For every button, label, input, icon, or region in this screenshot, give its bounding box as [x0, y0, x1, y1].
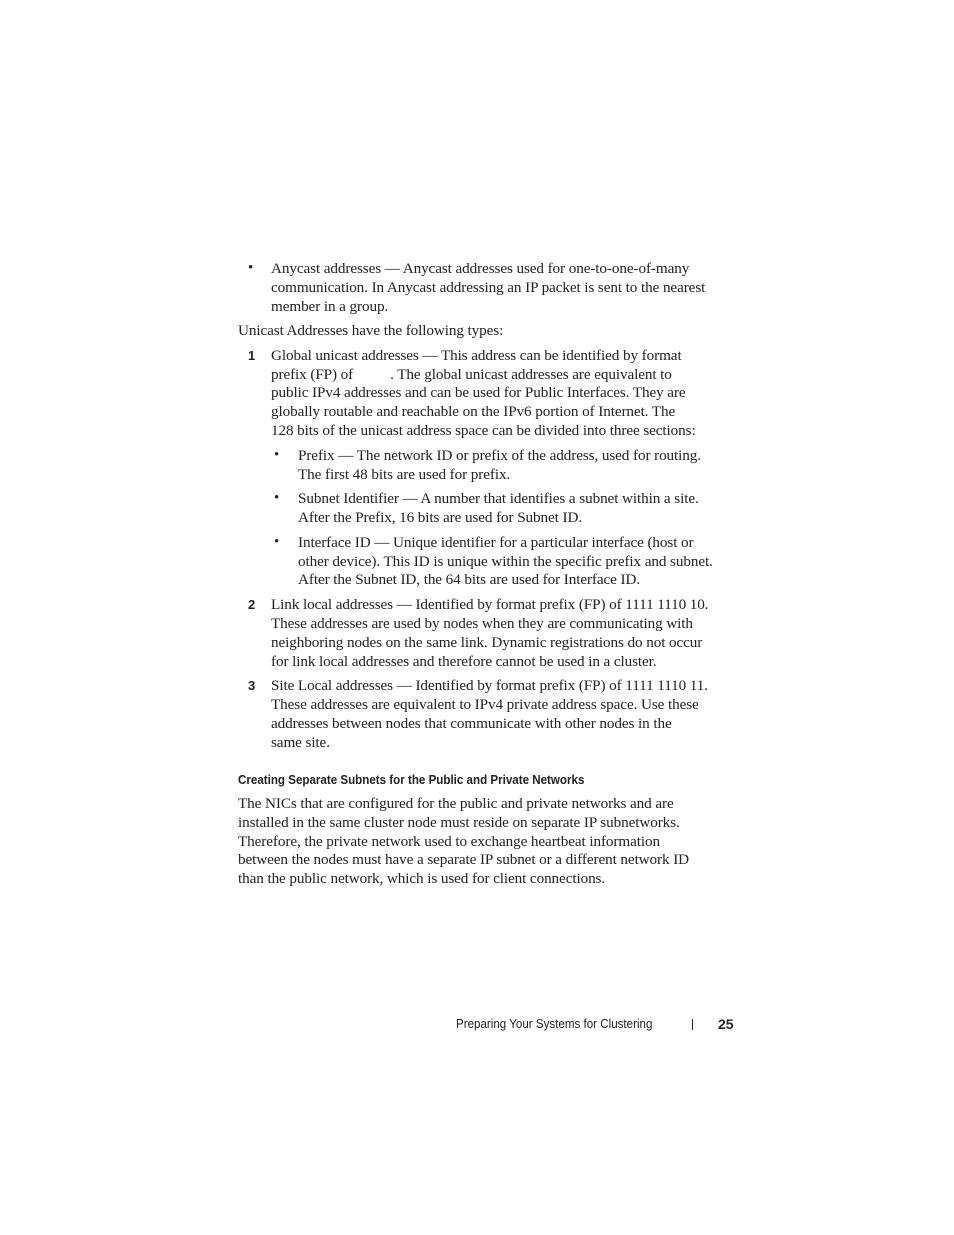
item-line: These addresses are equivalent to IPv4 private address space. Use these: [271, 696, 699, 713]
paragraph-line: installed in the same cluster node must reside on separate IP subnetworks.: [238, 814, 680, 831]
bullet-marker: •: [274, 447, 280, 463]
item-number: 1: [248, 348, 256, 363]
item-line: Global unicast addresses — This address can be identified by format: [271, 347, 682, 364]
bullet-marker: •: [274, 534, 280, 550]
subbullet-line: After the Prefix, 16 bits are used for Subnet ID.: [298, 509, 583, 526]
subbullet-line: Prefix — The network ID or prefix of the address, used for routing.: [298, 447, 701, 464]
subbullet-line: other device). This ID is unique within the specific prefix and subnet.: [298, 553, 713, 570]
item-line: neighboring nodes on the same link. Dynamic registrations do not occur: [271, 634, 703, 651]
footer-title: Preparing Your Systems for Clustering: [456, 1017, 653, 1031]
subbullet-line: Interface ID — Unique identifier for a particular interface (host or: [298, 534, 694, 551]
page-number: 25: [718, 1016, 734, 1032]
bullet-marker: •: [248, 260, 254, 276]
item-line: Link local addresses — Identified by format prefix (FP) of 1111 1110 10.: [271, 596, 709, 613]
subbullet-line: After the Subnet ID, the 64 bits are used for Interface ID.: [298, 571, 641, 588]
paragraph-line: between the nodes must have a separate IP subnet or a different network ID: [238, 851, 690, 868]
footer-separator: [692, 1019, 693, 1030]
item-line: for link local addresses and therefore cannot be used in a cluster.: [271, 653, 657, 670]
bullet-marker: •: [274, 490, 280, 506]
paragraph-line: The NICs that are configured for the public and private networks and are: [238, 795, 674, 812]
item-number: 2: [248, 597, 256, 612]
paragraph-line: Therefore, the private network used to exchange heartbeat information: [238, 833, 660, 850]
subbullet-line: The first 48 bits are used for prefix.: [298, 466, 511, 483]
item-line: prefix (FP) of . The global unicast addresses are equivalent to: [271, 366, 672, 383]
item-line: same site.: [271, 734, 330, 751]
paragraph-line: than the public network, which is used for client connections.: [238, 870, 606, 887]
section-heading: Creating Separate Subnets for the Public and Private Networks: [238, 773, 585, 787]
subbullet-line: Subnet Identifier — A number that identifies a subnet within a site.: [298, 490, 699, 507]
unicast-intro: Unicast Addresses have the following types:: [238, 322, 504, 339]
item-line: These addresses are used by nodes when they are communicating with: [271, 615, 693, 632]
item-line: Site Local addresses — Identified by format prefix (FP) of 1111 1110 11.: [271, 677, 708, 694]
item-line: public IPv4 addresses and can be used for Public Interfaces. They are: [271, 384, 686, 401]
item-number: 3: [248, 678, 256, 693]
item-line: addresses between nodes that communicate with other nodes in the: [271, 715, 672, 732]
anycast-line: communication. In Anycast addressing an IP packet is sent to the nearest: [271, 279, 706, 296]
anycast-line: Anycast addresses — Anycast addresses used for one-to-one-of-many: [271, 260, 690, 277]
anycast-line: member in a group.: [271, 298, 389, 315]
item-line: globally routable and reachable on the IPv6 portion of Internet. The: [271, 403, 676, 420]
item-line: 128 bits of the unicast address space can be divided into three sections:: [271, 422, 696, 439]
